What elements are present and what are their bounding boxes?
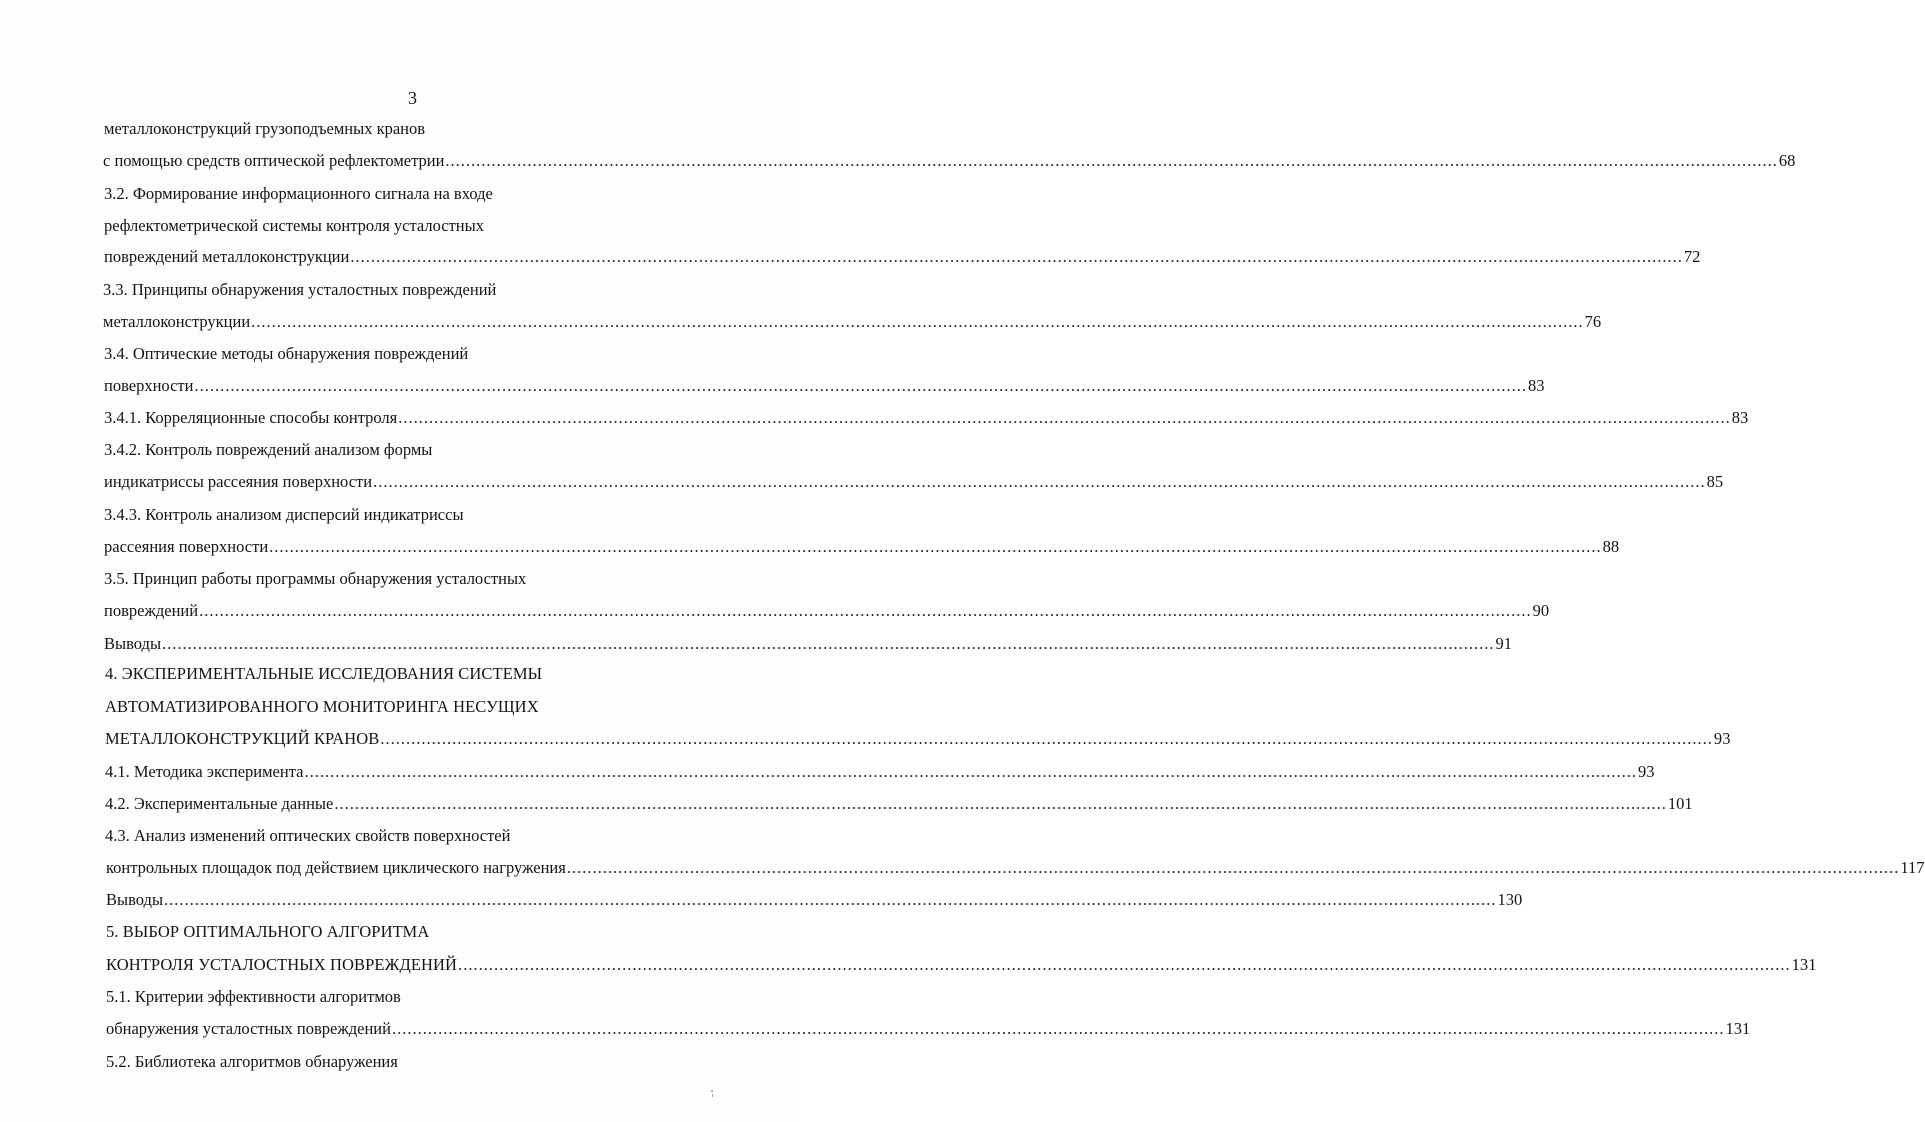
toc-entry-title: 4.1. Методика эксперимента: [105, 762, 304, 781]
toc-entry: [104, 344, 468, 364]
toc-entry: [105, 697, 539, 717]
toc-leader-dots: ....................................................................................................................................................................................................................................................................: [458, 955, 1791, 974]
toc-entry-title: 3.4.2. Контроль повреждений анализом формы: [104, 440, 433, 459]
toc-entry-page: 93: [1713, 729, 1731, 748]
toc-entry: [104, 440, 432, 460]
toc-leader-dots: ....................................................................................................................................................................................................................................................................: [566, 858, 1900, 877]
toc-entry-page: 83: [1527, 376, 1545, 395]
toc-entry-title: 5.1. Критерии эффективности алгоритмов: [106, 987, 401, 1006]
toc-entry-title: повреждений: [104, 601, 199, 620]
toc-leader-dots: ....................................................................................................................................................................................................................................................................: [269, 537, 1602, 556]
toc-entry: [106, 1019, 1751, 1039]
toc-entry-title: 3.4.3. Контроль анализом дисперсий индикатриссы: [104, 505, 464, 524]
toc-entry-page: 131: [1791, 955, 1817, 974]
toc-entry-page: 88: [1602, 537, 1620, 556]
toc-entry: [105, 794, 1693, 814]
toc-entry: [104, 601, 1550, 621]
toc-entry: [105, 826, 510, 846]
toc-entry: [103, 151, 1796, 171]
toc-entry-title: с помощью средств оптической рефлектометрии: [103, 151, 445, 170]
toc-leader-dots: ....................................................................................................................................................................................................................................................................: [391, 1019, 1725, 1038]
toc-leader-dots: ....................................................................................................................................................................................................................................................................: [334, 794, 1667, 813]
toc-leader-dots: ....................................................................................................................................................................................................................................................................: [164, 890, 1497, 909]
toc-entry-page: 101: [1667, 794, 1693, 813]
toc-entry: [103, 280, 496, 300]
toc-entry-page: 76: [1584, 312, 1602, 331]
toc-leader-dots: ....................................................................................................................................................................................................................................................................: [304, 762, 1637, 781]
toc-entry-title: Выводы: [106, 890, 164, 909]
toc-entry-title: рассеяния поверхности: [104, 537, 269, 556]
toc-entry: [104, 119, 425, 139]
toc-entry: [106, 955, 1817, 975]
toc-entry: [104, 376, 1545, 396]
toc-entry: [106, 1052, 398, 1072]
toc-entry: [105, 762, 1655, 782]
toc-entry-page: 83: [1731, 408, 1749, 427]
toc-entry-title: обнаружения усталостных повреждений: [106, 1019, 391, 1038]
toc-entry-title: поверхности: [104, 376, 194, 395]
toc-leader-dots: ....................................................................................................................................................................................................................................................................: [251, 312, 1584, 331]
scan-speck: [712, 1094, 713, 1097]
toc-entry-title: 4. ЭКСПЕРИМЕНТАЛЬНЫЕ ИССЛЕДОВАНИЯ СИСТЕМЫ: [105, 664, 543, 683]
toc-entry: [104, 247, 1701, 267]
toc-entry-title: индикатриссы рассеяния поверхности: [104, 472, 373, 491]
toc-entry-title: 4.3. Анализ изменений оптических свойств поверхностей: [105, 826, 511, 845]
toc-entry-page: 93: [1637, 762, 1655, 781]
toc-leader-dots: ....................................................................................................................................................................................................................................................................: [445, 151, 1778, 170]
toc-entry: [104, 408, 1749, 428]
toc-entry: [106, 987, 401, 1007]
toc-entry: [104, 472, 1724, 492]
toc-entry: [105, 729, 1731, 749]
toc-entry: [106, 858, 1925, 878]
toc-entry-page: 72: [1683, 247, 1701, 266]
toc-entry: [104, 184, 493, 204]
toc-entry-page: 90: [1532, 601, 1550, 620]
scan-speck: [711, 1090, 713, 1092]
toc-entry-title: 3.4. Оптические методы обнаружения повреждений: [104, 344, 469, 363]
toc-entry-title: металлоконструкций грузоподъемных кранов: [104, 119, 426, 138]
toc-entry-title: 5.2. Библиотека алгоритмов обнаружения: [106, 1052, 398, 1071]
toc-leader-dots: ....................................................................................................................................................................................................................................................................: [162, 634, 1495, 653]
toc-entry-title: 3.5. Принцип работы программы обнаружения усталостных: [104, 569, 527, 588]
toc-entry: [106, 922, 429, 942]
toc-entry: [105, 664, 542, 684]
toc-leader-dots: ....................................................................................................................................................................................................................................................................: [199, 601, 1532, 620]
toc-entry-page: 117: [1900, 858, 1925, 877]
toc-entry-title: 3.4.1. Корреляционные способы контроля: [104, 408, 398, 427]
toc-entry-title: 3.2. Формирование информационного сигнала на входе: [104, 184, 493, 203]
toc-entry-title: КОНТРОЛЯ УСТАЛОСТНЫХ ПОВРЕЖДЕНИЙ: [106, 955, 458, 974]
toc-entry-page: 131: [1725, 1019, 1751, 1038]
toc-entry-title: металлоконструкции: [103, 312, 251, 331]
toc-leader-dots: ....................................................................................................................................................................................................................................................................: [194, 376, 1527, 395]
toc-entry: [104, 505, 464, 525]
toc-entry-page: 85: [1706, 472, 1724, 491]
toc-entry-title: повреждений металлоконструкции: [104, 247, 350, 266]
toc-entry-page: 91: [1495, 634, 1513, 653]
toc-entry: [104, 537, 1620, 557]
toc-leader-dots: ....................................................................................................................................................................................................................................................................: [373, 472, 1706, 491]
toc-entry-title: 3.3. Принципы обнаружения усталостных повреждений: [103, 280, 497, 299]
toc-entry: [104, 216, 484, 236]
toc-leader-dots: ....................................................................................................................................................................................................................................................................: [380, 729, 1713, 748]
toc-entry-title: контрольных площадок под действием циклического нагружения: [106, 858, 566, 877]
toc-entry-page: 130: [1497, 890, 1523, 909]
toc-entry-title: АВТОМАТИЗИРОВАННОГО МОНИТОРИНГА НЕСУЩИХ: [105, 697, 539, 716]
toc-entry: [104, 634, 1513, 654]
toc-entry-title: рефлектометрической системы контроля усталостных: [104, 216, 484, 235]
toc-entry-page: 68: [1778, 151, 1796, 170]
toc-entry-title: 4.2. Экспериментальные данные: [105, 794, 334, 813]
toc-entry-title: Выводы: [104, 634, 162, 653]
toc-entry: [106, 890, 1523, 910]
toc-entry-title: МЕТАЛЛОКОНСТРУКЦИЙ КРАНОВ: [105, 729, 380, 748]
page-number: 3: [408, 88, 417, 108]
toc-entry: [103, 312, 1602, 332]
toc-entry: [104, 569, 526, 589]
toc-leader-dots: ....................................................................................................................................................................................................................................................................: [350, 247, 1683, 266]
toc-leader-dots: ....................................................................................................................................................................................................................................................................: [398, 408, 1731, 427]
toc-entry-title: 5. ВЫБОР ОПТИМАЛЬНОГО АЛГОРИТМА: [106, 922, 430, 941]
